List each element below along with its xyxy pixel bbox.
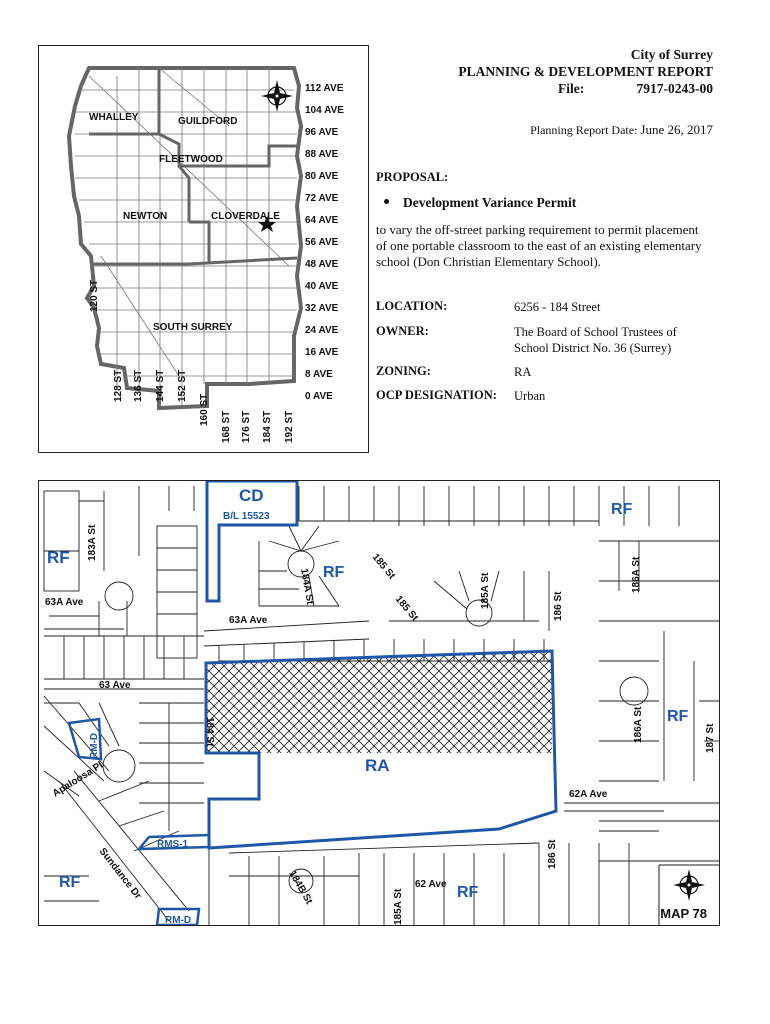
- ave-label: 64 AVE: [305, 215, 339, 226]
- report-date-line: [380, 122, 713, 138]
- ave-label: 48 AVE: [305, 259, 339, 270]
- zone-label-ra: RA: [365, 756, 390, 775]
- street-label-184: 184 St: [204, 717, 215, 747]
- zone-label-cd: CD: [239, 486, 264, 505]
- location-label: LOCATION:: [376, 299, 448, 313]
- owner-label: OWNER:: [376, 324, 429, 338]
- file-number: 7917-0243-00: [636, 81, 713, 96]
- ocp-value: Urban: [514, 389, 546, 403]
- area-label-whalley: WHALLEY: [89, 112, 139, 123]
- st-label: 160 ST: [199, 393, 210, 426]
- report-date-label: Planning Report Date:: [530, 123, 638, 137]
- report-title: PLANNING & DEVELOPMENT REPORT: [458, 64, 713, 79]
- site-map-svg: [39, 481, 719, 925]
- st-label: 168 ST: [221, 410, 232, 443]
- owner-value: [514, 324, 714, 356]
- street-label-184b: 184B St: [286, 869, 315, 907]
- street-label-63a-ave-east: 63A Ave: [229, 615, 268, 626]
- zone-label-rf: RF: [59, 874, 81, 891]
- area-label-cloverdale: CLOVERDALE: [211, 211, 280, 222]
- subject-site: [206, 651, 556, 848]
- st-label: 128 ST: [113, 369, 124, 402]
- ave-label: 96 AVE: [305, 127, 339, 138]
- street-label-sundance: Sundance Dr: [96, 846, 144, 902]
- ave-label: 40 AVE: [305, 281, 339, 292]
- area-label-guildford: GUILDFORD: [178, 116, 238, 127]
- st-label: 120 ST: [89, 279, 100, 312]
- ocp-label: OCP DESIGNATION:: [376, 388, 497, 402]
- file-label: File:: [558, 81, 585, 96]
- street-label-63a-ave-west: 63A Ave: [45, 597, 84, 608]
- ave-label: 16 AVE: [305, 347, 339, 358]
- st-label: 152 ST: [177, 369, 188, 402]
- map-number-label: MAP 78: [660, 906, 707, 921]
- zone-label-rf: RF: [323, 564, 345, 581]
- avenue-labels: [305, 83, 344, 402]
- zone-label-rf: RF: [457, 884, 479, 901]
- file-row: [380, 80, 713, 97]
- st-label: 176 ST: [241, 410, 252, 443]
- street-label-185-north: 185 St: [369, 551, 398, 582]
- street-label-62a-ave: 62A Ave: [569, 789, 608, 800]
- report-header: [380, 46, 713, 97]
- street-label-63-ave: 63 Ave: [99, 680, 131, 691]
- zoning-value: RA: [514, 365, 532, 379]
- ave-label: 0 AVE: [305, 391, 333, 402]
- street-label-185-south: 185 St: [392, 593, 421, 624]
- city-name: City of Surrey: [630, 47, 713, 62]
- area-label-south-surrey: SOUTH SURREY: [153, 322, 233, 333]
- street-label-62-ave: 62 Ave: [415, 879, 447, 890]
- street-label-186a-north: 186A St: [631, 556, 642, 593]
- ave-label: 88 AVE: [305, 149, 339, 160]
- zone-label-rmd: RM-D: [89, 732, 100, 759]
- ave-label: 24 AVE: [305, 325, 339, 336]
- proposal-bullet: [384, 195, 576, 211]
- zone-label-rf: RF: [667, 708, 689, 725]
- zone-label-rf: RF: [611, 501, 633, 518]
- bullet-dot-icon: [384, 199, 389, 204]
- street-label-187: 187 St: [705, 723, 716, 753]
- zone-label-rmd: RM-D: [165, 915, 192, 925]
- area-label-fleetwood: FLEETWOOD: [159, 154, 223, 165]
- owner-line-1: The Board of School Trustees of: [514, 325, 677, 339]
- locator-map-svg: [39, 46, 368, 452]
- ave-label: 56 AVE: [305, 237, 339, 248]
- report-date: June 26, 2017: [640, 122, 713, 137]
- street-label-186-south: 186 St: [547, 839, 558, 869]
- zoning-label: ZONING:: [376, 364, 431, 378]
- ave-label: 80 AVE: [305, 171, 339, 182]
- zone-label-bylaw: B/L 15523: [223, 511, 270, 522]
- street-label-185a-south: 185A St: [393, 888, 404, 925]
- ave-label: 112 AVE: [305, 83, 344, 94]
- st-label: 144 ST: [155, 369, 166, 402]
- street-label-186a-south: 186A St: [633, 706, 644, 743]
- proposal-heading: PROPOSAL:: [376, 170, 449, 184]
- street-label-apaloosa: Apaloosa Pl: [50, 759, 106, 800]
- ave-label: 32 AVE: [305, 303, 339, 314]
- proposal-bullet-text: Development Variance Permit: [403, 195, 577, 210]
- street-label-186-north: 186 St: [553, 591, 564, 621]
- st-label: 184 ST: [262, 410, 273, 443]
- zone-label-rms: RMS-1: [157, 839, 189, 850]
- ave-label: 104 AVE: [305, 105, 344, 116]
- location-value: 6256 - 184 Street: [514, 300, 601, 314]
- proposal-description: to vary the off-street parking requirement to permit placement of one portable classroom to the east of an existing elementary school (Don Christian Elementary School).: [376, 222, 702, 269]
- st-label: 136 ST: [133, 369, 144, 402]
- locator-map: [38, 45, 369, 453]
- street-label-184a: 184A St: [298, 567, 316, 606]
- zone-label-rf: RF: [47, 548, 70, 567]
- ave-label: 8 AVE: [305, 369, 333, 380]
- area-label-newton: NEWTON: [123, 211, 168, 222]
- street-label-183a: 183A St: [87, 524, 98, 561]
- site-map: [38, 480, 720, 926]
- ave-label: 72 AVE: [305, 193, 339, 204]
- owner-line-2: School District No. 36 (Surrey): [514, 341, 672, 355]
- st-label: 192 ST: [284, 410, 295, 443]
- site-compass-icon: [673, 869, 705, 901]
- street-label-185a-north: 185A St: [480, 572, 491, 609]
